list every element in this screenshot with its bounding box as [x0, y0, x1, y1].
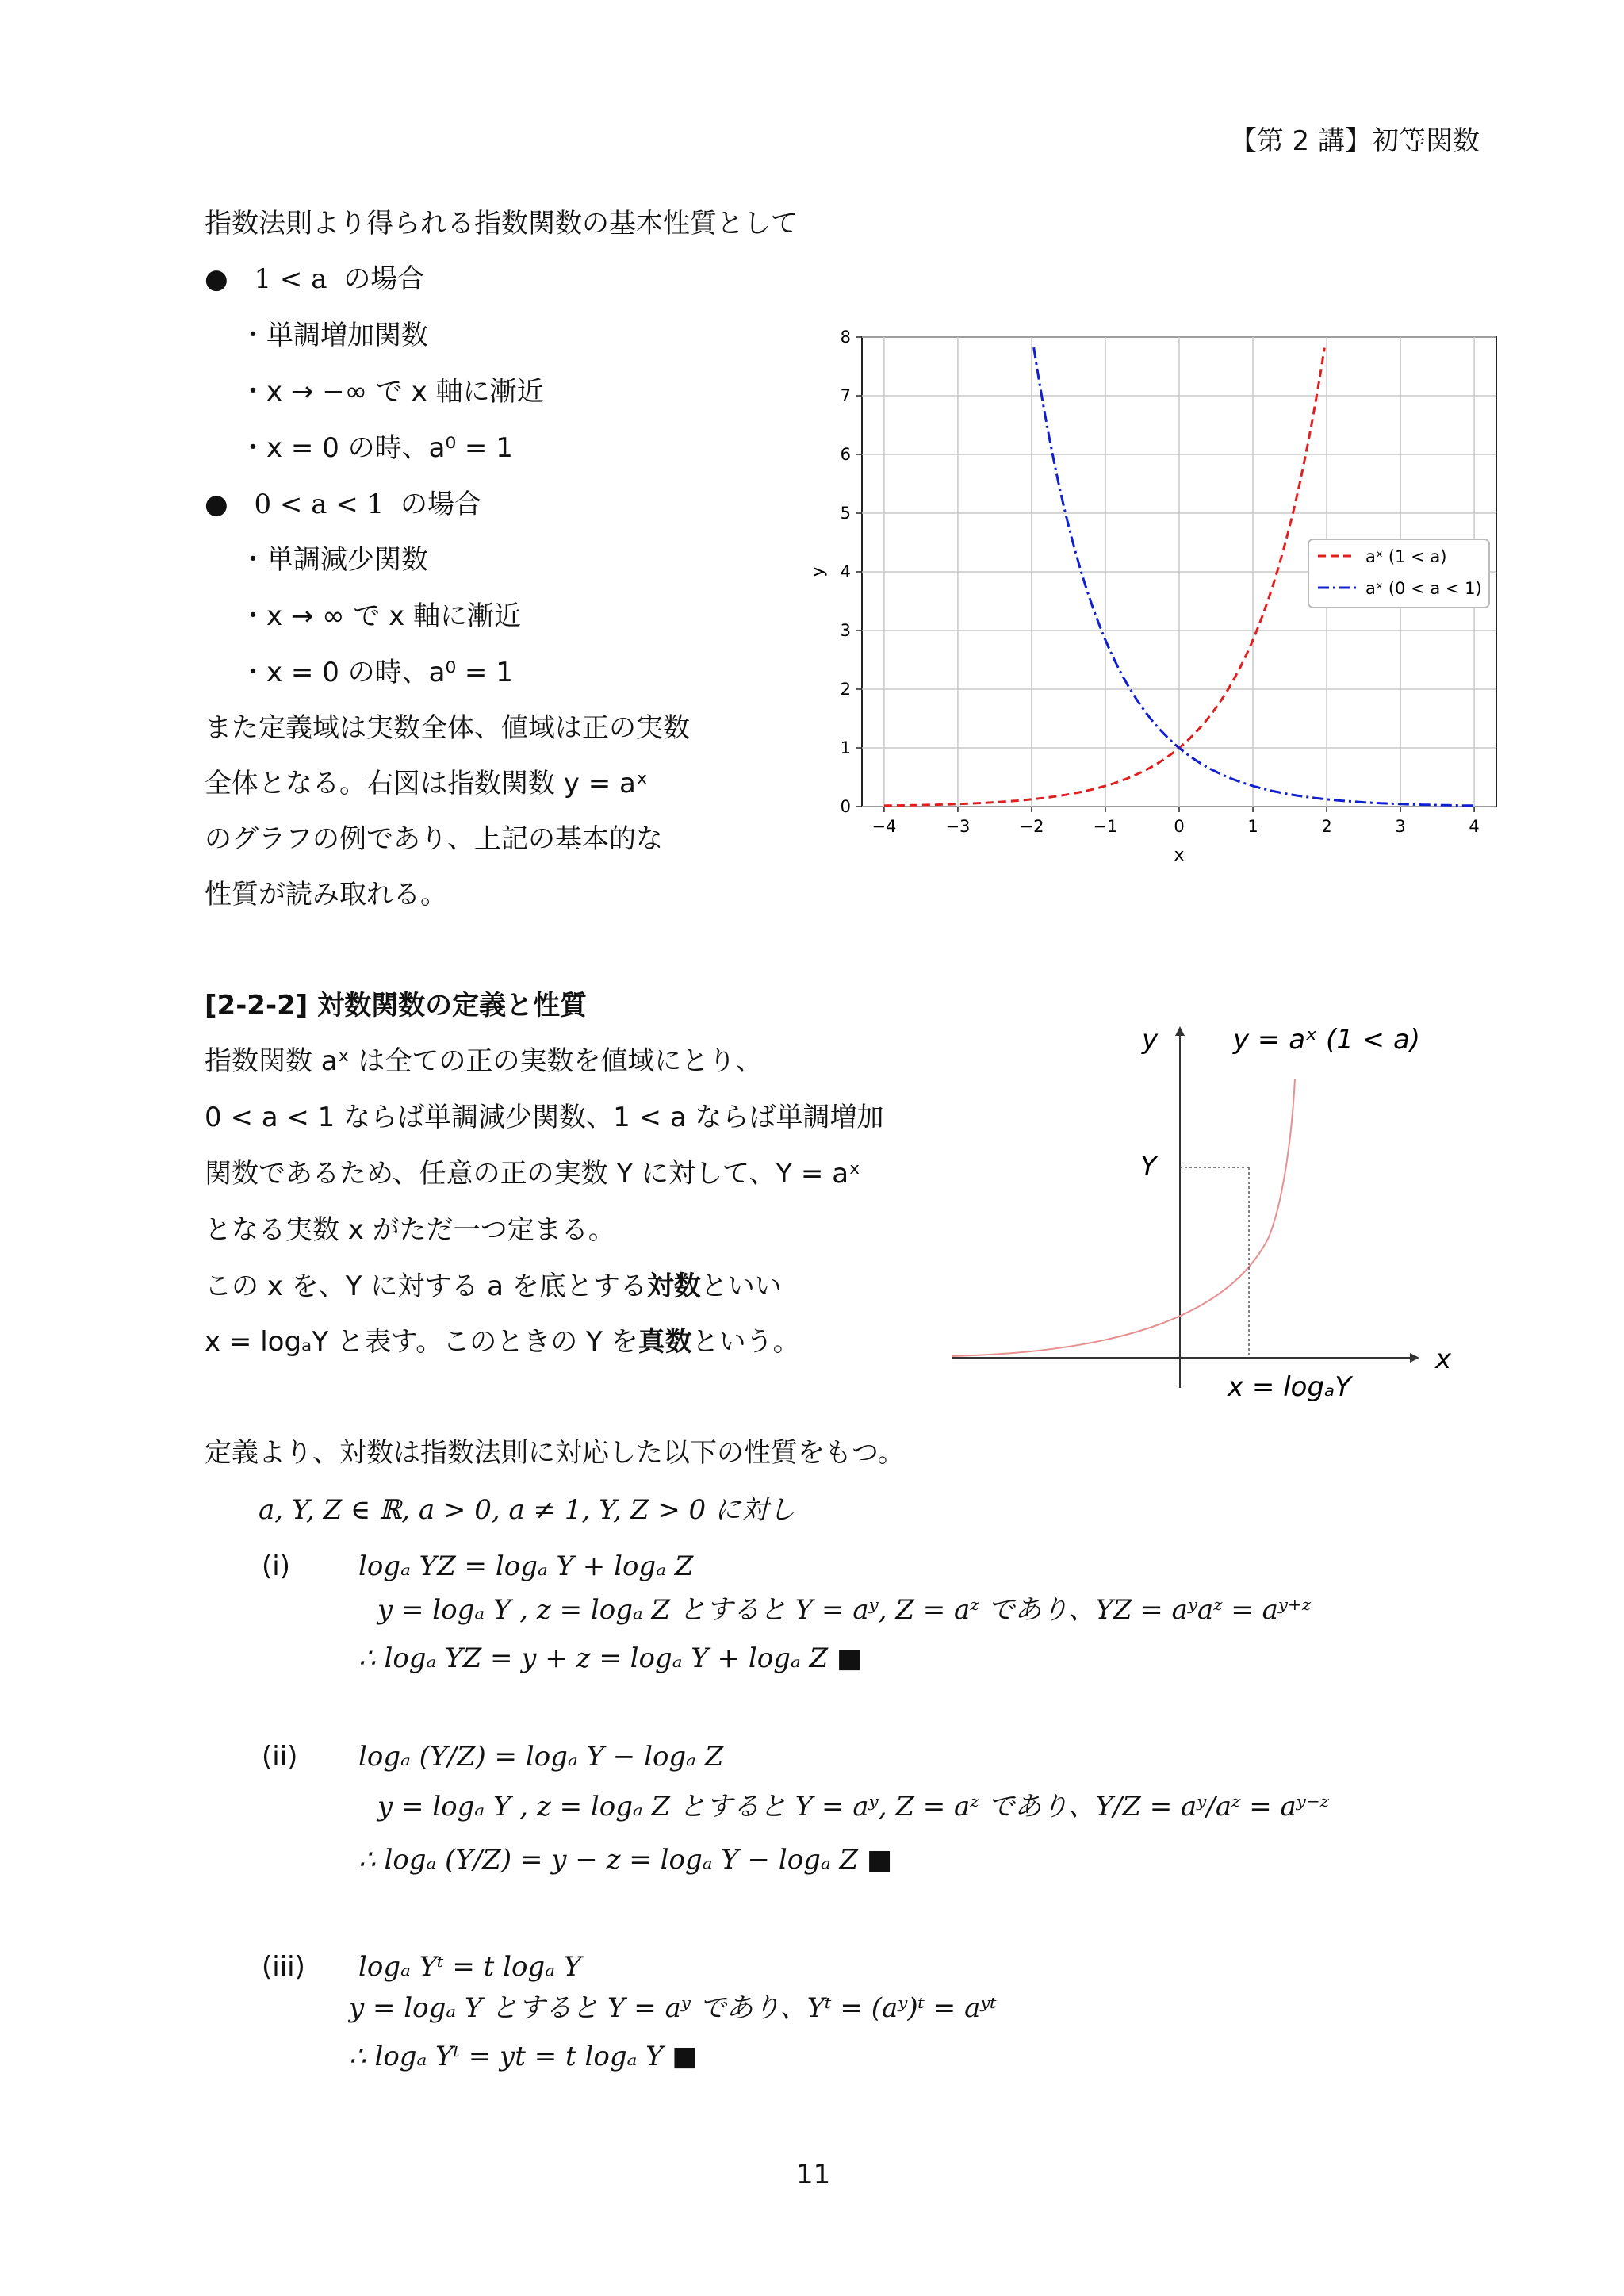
section2-line-1: 指数関数 aˣ は全ての正の実数を値域にとり、: [205, 1045, 763, 1077]
legend: [1308, 539, 1489, 608]
legend-label-2: aˣ (0 < a < 1): [1365, 579, 1482, 598]
case2-suffix: の場合: [400, 489, 482, 520]
case1-item-1: ・単調増加関数: [239, 320, 428, 351]
section-heading: [2-2-2] 対数関数の定義と性質: [205, 990, 588, 1022]
case2-heading: [205, 489, 481, 520]
prop-i-number: (i): [262, 1550, 290, 1582]
y-tick-label: 8: [840, 328, 851, 347]
case2-condition: 0 < a < 1: [254, 489, 385, 520]
x-tick-label: −4: [871, 817, 897, 836]
diagram-curve-label: y = aˣ (1 < a): [1233, 1024, 1421, 1056]
prop-ii-proof: y = logₐ Y , z = logₐ Z とすると Y = aʸ, Z = aᶻ であり、Y/Z = aʸ/aᶻ = aʸ⁻ᶻ: [377, 1791, 1330, 1823]
y-axis-arrow-icon: [1175, 1026, 1185, 1036]
log-diagram: [944, 1015, 1467, 1412]
exponential-chart: [808, 321, 1515, 876]
x-tick-label: −2: [1019, 817, 1044, 836]
prop-iii-formula: logₐ Yᵗ = t logₐ Y: [358, 1951, 582, 1983]
keyword-antilogarithm: 真数: [638, 1326, 692, 1358]
page-number: 11: [796, 2159, 831, 2191]
diagram-Y-label: Y: [1140, 1151, 1157, 1182]
y-tick-label: 3: [840, 621, 851, 640]
case2-item-3: ・x = 0 の時、a⁰ = 1: [239, 657, 513, 688]
keyword-logarithm: 対数: [646, 1271, 701, 1302]
section2-line-2: 0 < a < 1 ならば単調減少関数、1 < a ならば単調増加: [205, 1102, 884, 1133]
intro-text: 指数法則より得られる指数関数の基本性質として: [205, 208, 798, 240]
x-axis-arrow-icon: [1410, 1353, 1419, 1363]
x-tick-label: 3: [1395, 817, 1406, 836]
diagram-y-label: y: [1142, 1024, 1159, 1056]
properties-intro: 定義より、対数は指数法則に対応した以下の性質をもつ。: [205, 1437, 905, 1469]
prop-ii-number: (ii): [262, 1741, 298, 1773]
x-tick-label: 4: [1469, 817, 1480, 836]
x-tick-label: 2: [1321, 817, 1332, 836]
x-axis-label: x: [1174, 845, 1185, 865]
y-tick-label: 4: [840, 562, 851, 581]
case1-item-2: ・x → −∞ で x 軸に漸近: [239, 376, 544, 408]
paragraph-line-1: また定義域は実数全体、値域は正の実数: [205, 712, 690, 744]
case1-heading: [205, 263, 424, 295]
prop-i-proof: y = logₐ Y , z = logₐ Z とすると Y = aʸ, Z = aᶻ であり、YZ = aʸaᶻ = aʸ⁺ᶻ: [377, 1594, 1312, 1626]
x-tick-label: 0: [1174, 817, 1185, 836]
y-tick-label: 6: [840, 445, 851, 464]
case2-item-2: ・x → ∞ で x 軸に漸近: [239, 600, 522, 632]
y-tick-label: 1: [840, 738, 851, 757]
section2-line-6: x = logₐY と表す。このときの Y を真数という。: [205, 1326, 800, 1358]
prop-iii-therefore: ∴ logₐ Yᵗ = yt = t logₐ Y ■: [349, 2041, 698, 2072]
y-tick-label: 0: [840, 797, 851, 816]
case1-item-3: ・x = 0 の時、a⁰ = 1: [239, 432, 513, 464]
properties-condition: a, Y, Z ∈ ℝ, a > 0, a ≠ 1, Y, Z > 0 に対し: [259, 1494, 795, 1526]
y-tick-label: 5: [840, 504, 851, 523]
y-tick-label: 2: [840, 680, 851, 699]
legend-label-1: aˣ (1 < a): [1365, 547, 1447, 566]
section2-line-4: となる実数 x がただ一つ定まる。: [205, 1214, 615, 1246]
diagram-x-label: x: [1435, 1343, 1452, 1375]
prop-i-formula: logₐ YZ = logₐ Y + logₐ Z: [358, 1550, 694, 1582]
bullet-icon: ●: [205, 489, 228, 520]
prop-iii-number: (iii): [262, 1951, 305, 1983]
y-axis-label: y: [808, 566, 828, 577]
x-tick-label: 1: [1247, 817, 1258, 836]
y-tick-label: 7: [840, 386, 851, 405]
prop-ii-therefore: ∴ logₐ (Y/Z) = y − z = logₐ Y − logₐ Z ■: [358, 1844, 893, 1876]
case2-item-1: ・単調減少関数: [239, 544, 428, 576]
x-tick-label: −3: [945, 817, 971, 836]
series-line-1: [884, 348, 1324, 806]
paragraph-line-2: 全体となる。右図は指数関数 y = aˣ: [205, 768, 648, 799]
prop-ii-formula: logₐ (Y/Z) = logₐ Y − logₐ Z: [358, 1741, 724, 1773]
prop-i-therefore: ∴ logₐ YZ = y + z = logₐ Y + logₐ Z ■: [358, 1642, 863, 1674]
case1-condition: 1 < a: [254, 263, 327, 295]
paragraph-line-4: 性質が読み取れる。: [205, 879, 447, 910]
exponential-curve: [952, 1079, 1295, 1356]
chapter-header: 【第 2 講】初等関数: [1229, 125, 1480, 157]
paragraph-line-3: のグラフの例であり、上記の基本的な: [205, 823, 663, 855]
case1-suffix: の場合: [343, 263, 425, 295]
diagram-x-equation: x = logₐY: [1228, 1371, 1352, 1403]
prop-iii-proof: y = logₐ Y とすると Y = aʸ であり、Yᵗ = (aʸ)ᵗ = aʸᵗ: [349, 1992, 997, 2024]
bullet-icon: ●: [205, 263, 228, 295]
section2-line-3: 関数であるため、任意の正の実数 Y に対して、Y = aˣ: [205, 1158, 861, 1190]
section2-line-5: この x を、Y に対する a を底とする対数といい: [205, 1271, 782, 1302]
x-tick-label: −1: [1093, 817, 1118, 836]
